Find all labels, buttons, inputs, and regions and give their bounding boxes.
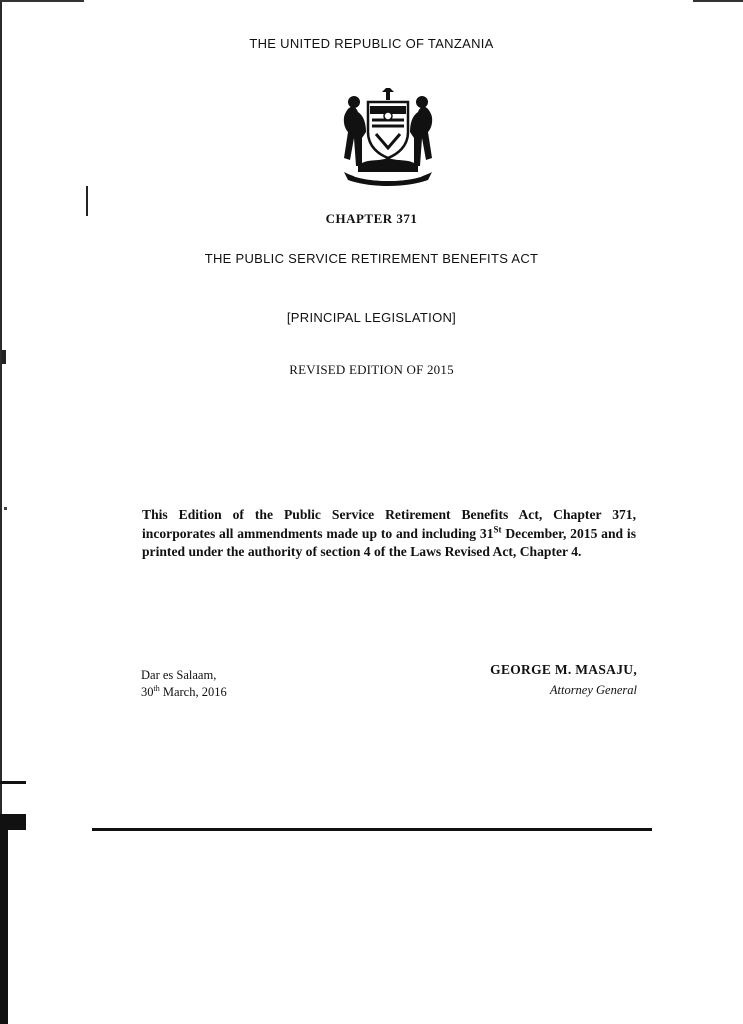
place-date bbox=[141, 667, 227, 701]
scan-mark bbox=[4, 507, 7, 510]
statement-part2: December, 2015 and is printed under the authority of section 4 of the Laws Revised Act, Chapter 4. bbox=[142, 525, 636, 559]
statement-part1: This Edition of the Public Service Retirement Benefits Act, Chapter 371, incorporates all ammendments made up to and including 31 bbox=[142, 507, 636, 541]
edition-statement bbox=[142, 506, 636, 562]
scan-mark bbox=[0, 824, 8, 1024]
chapter-number: CHAPTER 371 bbox=[325, 211, 418, 226]
place: Dar es Salaam, bbox=[141, 668, 217, 682]
country-heading: THE UNITED REPUBLIC OF TANZANIA bbox=[249, 36, 494, 51]
date-rest: March, 2016 bbox=[159, 685, 227, 699]
date-superscript: th bbox=[153, 683, 160, 693]
act-title: THE PUBLIC SERVICE RETIREMENT BENEFITS ACT bbox=[204, 251, 539, 266]
scan-edge-top-right bbox=[693, 0, 743, 2]
signer-name: GEORGE M. MASAJU, bbox=[490, 662, 637, 677]
scan-mark bbox=[0, 781, 26, 784]
horizontal-rule bbox=[92, 828, 652, 831]
scan-edge-top bbox=[0, 0, 84, 2]
revised-edition: REVISED EDITION OF 2015 bbox=[289, 362, 454, 377]
date-day: 30 bbox=[141, 685, 154, 699]
statement-superscript: St bbox=[493, 523, 502, 534]
date bbox=[141, 684, 227, 701]
signer-role: Attorney General bbox=[549, 683, 637, 697]
legislation-type: [PRINCIPAL LEGISLATION] bbox=[286, 310, 457, 325]
coat-of-arms-icon bbox=[336, 88, 440, 186]
